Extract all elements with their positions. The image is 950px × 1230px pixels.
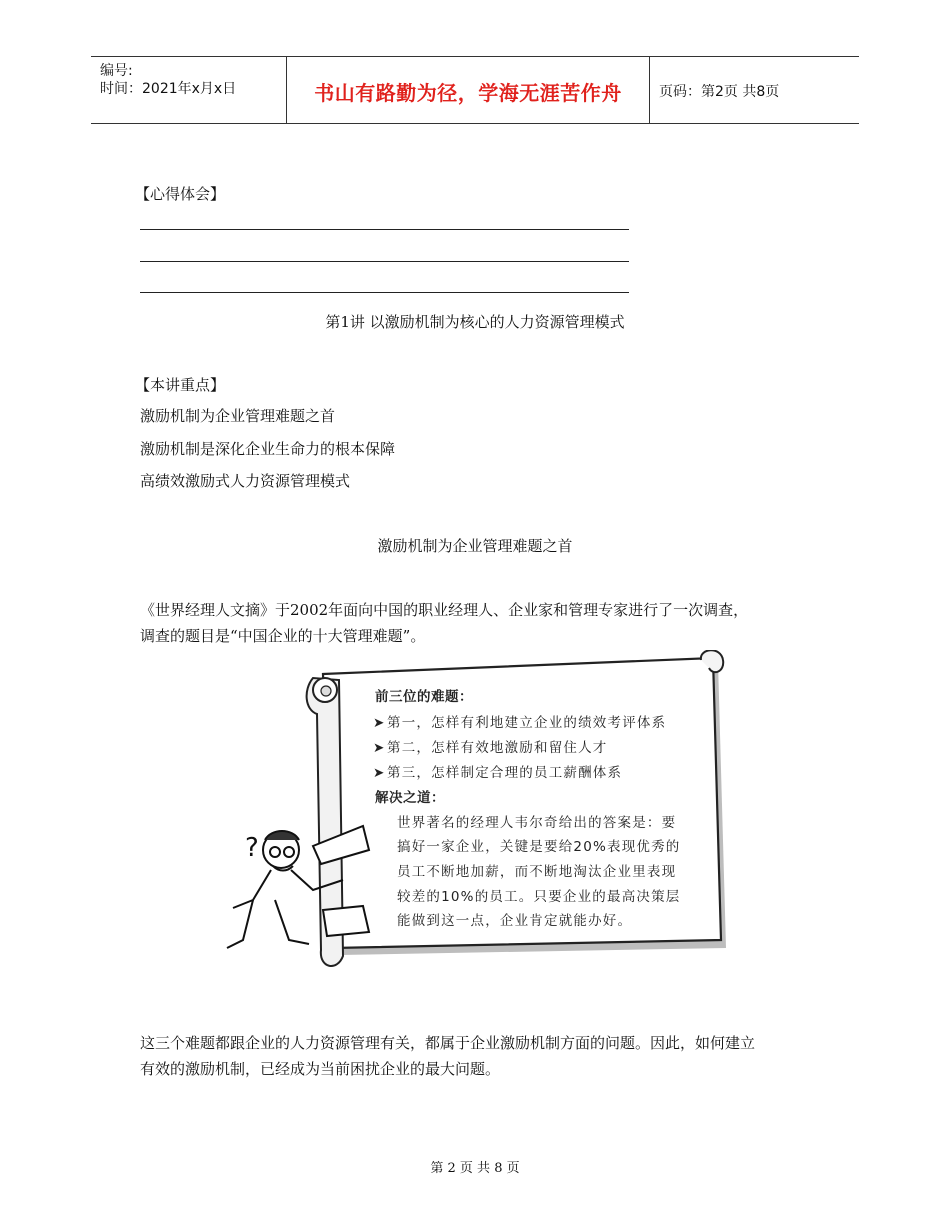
conclusion-paragraph <box>140 1030 820 1082</box>
document-number-label: 编号: <box>100 63 133 79</box>
arrow-bullet-icon: ➤ <box>373 740 386 756</box>
intro-line: 《世界经理人文摘》于2002年面向中国的职业经理人、企业家和管理专家进行了一次调查， <box>140 601 749 619</box>
scroll-solution-heading: 解决之道： <box>375 790 445 806</box>
scroll-solution-line: 搞好一家企业，关键是要给20%表现优秀的 <box>397 839 681 855</box>
reflection-line-1 <box>140 229 629 230</box>
header-page-info: 页码：第2页 共8页 <box>659 84 780 100</box>
section-title: 激励机制为企业管理难题之首 <box>377 537 573 555</box>
scroll-top-heading: 前三位的难题： <box>375 689 473 705</box>
conclusion-line: 这三个难题都跟企业的人力资源管理有关，都属于企业激励机制方面的问题。因此，如何建立 <box>140 1034 756 1052</box>
document-time-label: 时间：2021年x月x日 <box>100 81 237 97</box>
scroll-item <box>373 761 622 781</box>
header-motto: 书山有路勤为径，学海无涯苦作舟 <box>314 81 622 105</box>
scroll-item <box>373 736 608 756</box>
header-table <box>91 56 859 124</box>
scroll-illustration <box>213 650 733 975</box>
arrow-bullet-icon: ➤ <box>373 765 386 781</box>
scroll-item-text: 第三，怎样制定合理的员工薪酬体系 <box>387 765 623 781</box>
scroll-solution-line: 能做到这一点，企业肯定就能办好。 <box>397 913 633 929</box>
key-points-heading: 【本讲重点】 <box>135 376 226 394</box>
intro-line: 调查的题目是“中国企业的十大管理难题”。 <box>140 627 426 645</box>
reflection-line-3 <box>140 292 629 293</box>
conclusion-line: 有效的激励机制，已经成为当前困扰企业的最大问题。 <box>140 1060 501 1078</box>
reflection-line-2 <box>140 261 629 262</box>
arrow-bullet-icon: ➤ <box>373 715 386 731</box>
question-mark: ? <box>245 833 259 863</box>
scroll-item-text: 第二，怎样有效地激励和留住人才 <box>387 740 608 756</box>
header-motto-cell <box>287 57 650 123</box>
lecture-title: 第1讲 以激励机制为核心的人力资源管理模式 <box>325 313 625 331</box>
scroll-solution-line: 员工不断地加薪，而不断地淘汰企业里表现 <box>397 864 677 880</box>
scroll-item-text: 第一，怎样有利地建立企业的绩效考评体系 <box>387 715 667 731</box>
reflection-heading: 【心得体会】 <box>135 185 226 203</box>
header-meta-cell <box>91 57 287 123</box>
key-point-item: 高绩效激励式人力资源管理模式 <box>140 472 351 490</box>
key-point-item: 激励机制是深化企业生命力的根本保障 <box>140 440 396 458</box>
header-page-cell <box>650 57 859 123</box>
scroll-item <box>373 711 666 731</box>
intro-paragraph <box>140 597 820 649</box>
scroll-solution-line: 较差的10%的员工。只要企业的最高决策层 <box>397 889 681 905</box>
page-footer: 第 2 页 共 8 页 <box>430 1161 520 1176</box>
scroll-solution-line: 世界著名的经理人韦尔奇给出的答案是：要 <box>397 815 677 831</box>
key-point-item: 激励机制为企业管理难题之首 <box>140 407 336 425</box>
